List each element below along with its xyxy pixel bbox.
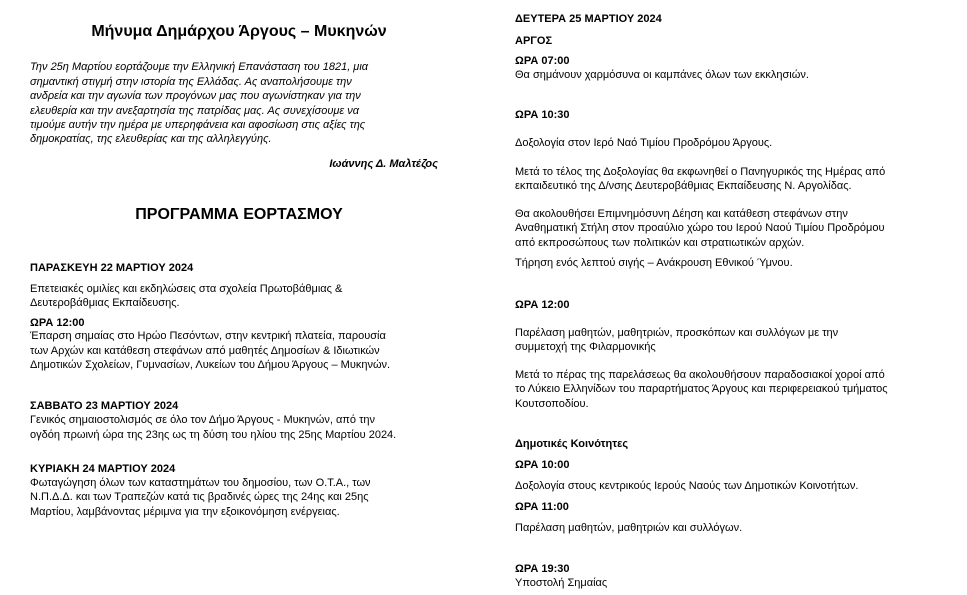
monday-1030-p4: Τήρηση ενός λεπτού σιγής – Ανάκρουση Εθνικού Ύμνου. <box>515 257 793 269</box>
mayor-message-line: τιμούμε αυτήν την ημέρα με υπερηφάνεια και αφοσίωση στις αξίες της <box>30 119 366 131</box>
saturday-heading: ΣΑΒΒΑΤΟ 23 ΜΑΡΤΙΟΥ 2024 <box>30 400 179 412</box>
mayor-message-line: ελευθερία και την ανεξαρτησία της πατρίδας μας. Ας συνεχίσουμε να <box>30 105 360 117</box>
communities-1930-text: Υποστολή Σημαίας <box>515 577 608 589</box>
monday-1030-p3-line: από εκπροσώπους των πολιτικών και στρατιωτικών αρχών. <box>515 237 805 249</box>
mayor-message-line: Την 25η Μαρτίου εορτάζουμε την Ελληνική Επανάσταση του 1821, μια <box>30 61 369 73</box>
monday-1030-p2-line: Μετά το τέλος της Δοξολογίας θα εκφωνηθεί ο Πανηγυρικός της Ημέρας από <box>515 166 886 178</box>
sunday-line: Φωταγώγηση όλων των καταστημάτων του δημοσίου, των Ο.Τ.Α., των <box>30 477 371 489</box>
mayor-message-title: Μήνυμα Δημάρχου Άργους – Μυκηνών <box>91 23 387 40</box>
communities-1100-text: Παρέλαση μαθητών, μαθητριών και συλλόγων. <box>515 522 743 534</box>
friday-event-line: Δημοτικών Σχολείων, Γυμνασίων, Λυκείων του Δήμου Άργους – Μυκηνών. <box>30 359 391 371</box>
monday-1200-time: ΩΡΑ 12:00 <box>515 299 570 311</box>
friday-intro-line: Επετειακές ομιλίες και εκδηλώσεις στα σχολεία Πρωτοβάθμιας & <box>30 283 343 295</box>
program-title: ΠΡΟΓΡΑΜΜΑ ΕΟΡΤΑΣΜΟΥ <box>135 206 343 223</box>
monday-0700-text: Θα σημάνουν χαρμόσυνα οι καμπάνες όλων των εκκλησιών. <box>515 69 809 81</box>
saturday-line: Γενικός σημαιοστολισμός σε όλο τον Δήμο Άργους - Μυκηνών, από την <box>30 414 376 426</box>
communities-1100-time: ΩΡΑ 11:00 <box>515 501 569 513</box>
monday-heading: ΔΕΥΤΕΡΑ 25 ΜΑΡΤΙΟΥ 2024 <box>515 13 662 25</box>
saturday-line: ογδόη πρωινή ώρα της 23ης ως τη δύση του ηλίου της 25ης Μαρτίου 2024. <box>30 429 397 441</box>
monday-1030-p3-line: Θα ακολουθήσει Επιμνημόσυνη Δέηση και κατάθεση στεφάνων στην <box>515 208 848 220</box>
friday-event-line: Έπαρση σημαίας στο Ηρώο Πεσόντων, στην κεντρική πλατεία, παρουσία <box>30 330 386 342</box>
monday-1200-p2-line: Μετά το πέρας της παρελάσεως θα ακολουθήσουν παραδοσιακοί χοροί από <box>515 369 885 381</box>
sunday-line: Μαρτίου, λαμβάνοντας μέριμνα για την εξοικονόμηση ενέργειας. <box>30 506 340 518</box>
monday-1200-p2-line: το Λύκειο Ελληνίδων του παραρτήματος Άργους και περιφερειακού τμήματος <box>515 383 888 395</box>
friday-event-line: των Αρχών και κατάθεση στεφάνων από μαθητές Δημοσίων & Ιδιωτικών <box>30 345 380 357</box>
monday-1030-time: ΩΡΑ 10:30 <box>515 109 570 121</box>
mayor-message-line: δημοκρατίας, της ελευθερίας και της αλληλεγγύης. <box>30 133 272 145</box>
mayor-message-line: σημαντική στιγμή στην ιστορία της Ελλάδας. Ας αναπολήσουμε την <box>30 76 352 88</box>
monday-1200-p1-line: συμμετοχή της Φιλαρμονικής <box>515 341 656 353</box>
mayor-message-line: ανδρεία και την αγωνία των προγόνων μας που αγωνίστηκαν για την <box>30 90 361 102</box>
sunday-line: Ν.Π.Δ.Δ. και των Τραπεζών κατά τις βραδινές ώρες της 24ης και 25ης <box>30 491 369 503</box>
monday-place: ΑΡΓΟΣ <box>515 35 553 47</box>
monday-1200-p1-line: Παρέλαση μαθητών, μαθητριών, προσκόπων και συλλόγων με την <box>515 327 839 339</box>
sunday-heading: ΚΥΡΙΑΚΗ 24 ΜΑΡΤΙΟΥ 2024 <box>30 463 176 475</box>
communities-1000-time: ΩΡΑ 10:00 <box>515 459 570 471</box>
mayor-signature: Ιωάννης Δ. Μαλτέζος <box>329 158 438 170</box>
communities-heading: Δημοτικές Κοινότητες <box>515 438 629 450</box>
monday-0700-time: ΩΡΑ 07:00 <box>515 55 570 67</box>
monday-1030-p1: Δοξολογία στον Ιερό Ναό Τιμίου Προδρόμου Άργους. <box>515 137 773 149</box>
communities-1000-text: Δοξολογία στους κεντρικούς Ιερούς Ναούς των Δημοτικών Κοινοτήτων. <box>515 480 859 492</box>
friday-heading: ΠΑΡΑΣΚΕΥΗ 22 ΜΑΡΤΙΟΥ 2024 <box>30 262 194 274</box>
monday-1200-p2-line: Κουτσοποδίου. <box>515 398 589 410</box>
communities-1930-time: ΩΡΑ 19:30 <box>515 563 570 575</box>
monday-1030-p2-line: εκπαιδευτικό της Δ/νσης Δευτεροβάθμιας Εκπαίδευσης Ν. Αργολίδας. <box>515 180 852 192</box>
friday-time: ΩΡΑ 12:00 <box>30 317 85 329</box>
friday-intro-line: Δευτεροβάθμιας Εκπαίδευσης. <box>30 297 180 309</box>
monday-1030-p3-line: Αναθηματική Στήλη στον προαύλιο χώρο του Ιερού Ναού Τιμίου Προδρόμου <box>515 222 885 234</box>
